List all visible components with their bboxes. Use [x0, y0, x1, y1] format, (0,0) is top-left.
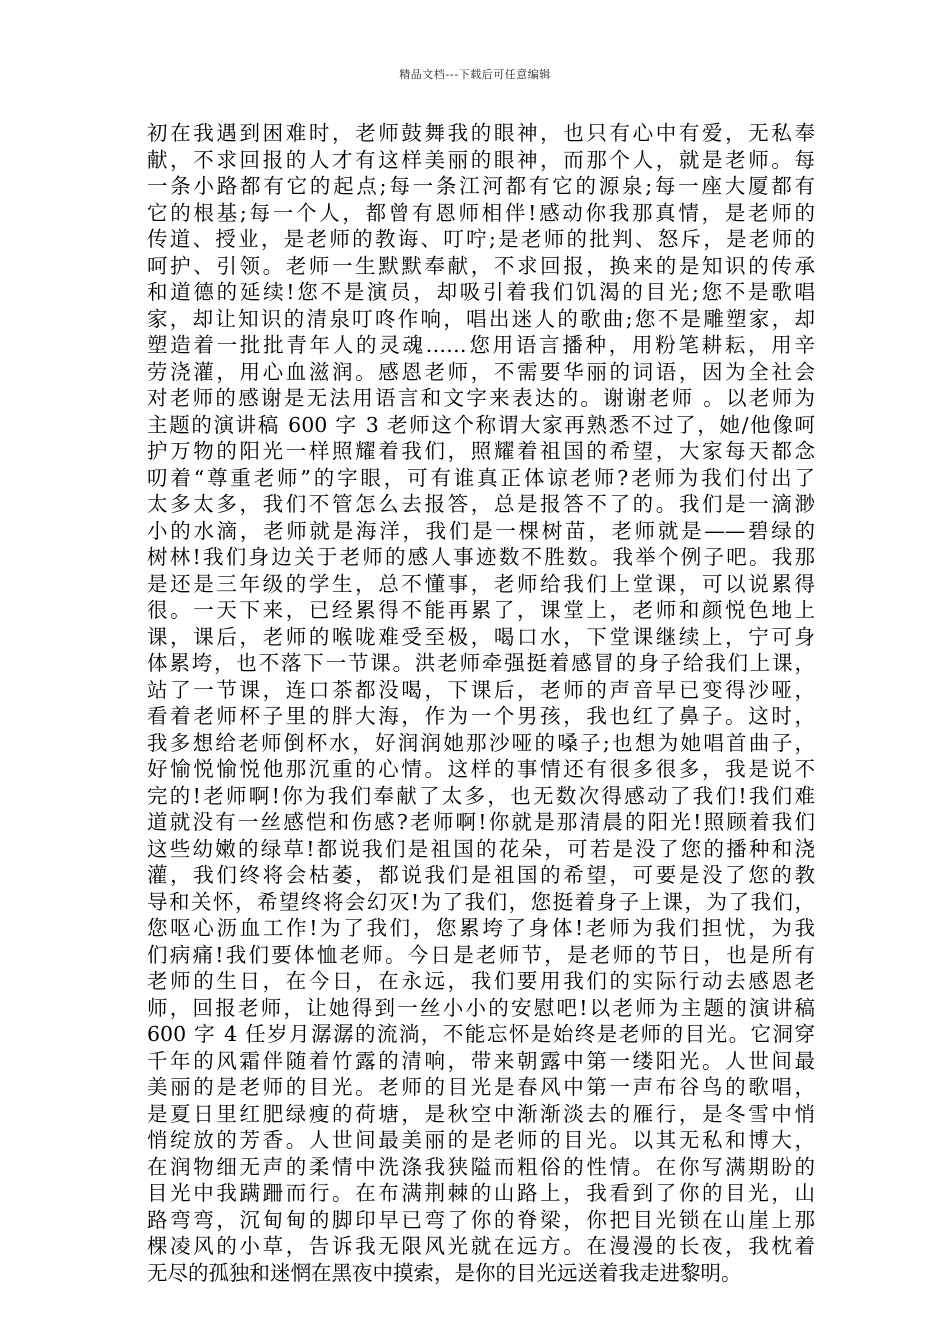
text-line: 很。一天下来，已经累得不能再累了，课堂上，老师和颜悦色地上 — [147, 598, 815, 622]
document-body — [147, 120, 815, 1286]
text-line: 献，不求回报的人才有这样美丽的眼神，而那个人，就是老师。每 — [147, 147, 815, 172]
text-line: 一条小路都有它的起点;每一条江河都有它的源泉;每一座大厦都有 — [147, 174, 815, 198]
text-line: 灌，我们终将会枯萎，都说我们是祖国的希望，可要是没了您的教 — [147, 863, 815, 887]
text-line: 站了一节课，连口茶都没喝，下课后，老师的声音早已变得沙哑， — [147, 677, 815, 702]
text-line: 传道、授业，是老师的教诲、叮咛;是老师的批判、怒斥，是老师的 — [147, 227, 815, 251]
text-line: 完的!老师啊!你为我们奉献了太多，也无数次得感动了我们!我们难 — [147, 783, 815, 808]
text-line: 在润物细无声的柔情中洗涤我狭隘而粗俗的性情。在你写满期盼的 — [147, 1154, 815, 1179]
text-line: 600 字 4 任岁月潺潺的流淌，不能忘怀是始终是老师的目光。它洞穿 — [147, 1022, 815, 1046]
text-line: 劳浇灌，用心血滋润。感恩老师，不需要华丽的词语，因为全社会 — [147, 359, 815, 384]
text-line: 导和关怀，希望终将会幻灭!为了我们，您挺着身子上课，为了我们， — [147, 889, 815, 914]
text-line: 树林!我们身边关于老师的感人事迹数不胜数。我举个例子吧。我那 — [147, 545, 815, 569]
text-line: 塑造着一批批青年人的灵魂……您用语言播种，用粉笔耕耘，用辛 — [147, 333, 815, 357]
text-line: 对老师的感谢是无法用语言和文字来表达的。谢谢老师 。以老师为 — [147, 386, 815, 410]
text-line: 路弯弯，沉甸甸的脚印早已弯了你的脊梁，你把目光锁在山崖上那 — [147, 1207, 815, 1232]
text-line: 小的水滴，老师就是海洋，我们是一棵树苗，老师就是——碧绿的 — [147, 518, 815, 543]
text-line: 课，课后，老师的喉咙难受至极，喝口水，下堂课继续上，宁可身 — [147, 624, 815, 649]
text-line: 叨着“尊重老师”的字眼，可有谁真正体谅老师?老师为我们付出了 — [147, 465, 815, 490]
text-line: 道就没有一丝感恺和伤感?老师啊!你就是那清晨的阳光!照顾着我们 — [147, 810, 815, 834]
text-line: 美丽的是老师的目光。老师的目光是春风中第一声布谷鸟的歌唱， — [147, 1075, 815, 1099]
text-line: 师，回报老师，让她得到一丝小小的安慰吧!以老师为主题的演讲稿 — [147, 995, 815, 1020]
text-line: 呵护、引领。老师一生默默奉献，不求回报，换来的是知识的传承 — [147, 253, 815, 278]
text-line: 它的根基;每一个人，都曾有恩师相伴!感动你我那真情，是老师的 — [147, 200, 815, 225]
text-line: 护万物的阳光一样照耀着我们，照耀着祖国的希望，大家每天都念 — [147, 439, 815, 463]
text-line: 目光中我蹒跚而行。在布满荆棘的山路上，我看到了你的目光，山 — [147, 1181, 815, 1205]
text-line: 悄绽放的芳香。人世间最美丽的是老师的目光。以其无私和博大， — [147, 1128, 815, 1152]
text-line: 是还是三年级的学生，总不懂事，老师给我们上堂课，可以说累得 — [147, 571, 815, 596]
text-line: 和道德的延续!您不是演员，却吸引着我们饥渴的目光;您不是歌唱 — [147, 280, 815, 304]
text-line: 家，却让知识的清泉叮咚作响，唱出迷人的歌曲;您不是雕塑家，却 — [147, 306, 815, 331]
text-line: 初在我遇到困难时，老师鼓舞我的眼神，也只有心中有爱，无私奉 — [147, 121, 815, 145]
text-line: 您呕心沥血工作!为了我们，您累垮了身体!老师为我们担忧，为我 — [147, 916, 815, 940]
text-line: 看着老师杯子里的胖大海，作为一个男孩，我也红了鼻子。这时， — [147, 704, 815, 728]
text-line: 棵凌风的小草，告诉我无限风光就在远方。在漫漫的长夜，我枕着 — [147, 1234, 815, 1258]
text-line: 这些幼嫩的绿草!都说我们是祖国的花朵，可若是没了您的播种和浇 — [147, 836, 815, 861]
page-header: 精品文档---下载后可任意编辑 — [399, 68, 551, 81]
text-line: 是夏日里红肥绿瘦的荷塘，是秋空中渐渐淡去的雁行，是冬雪中悄 — [147, 1101, 815, 1126]
text-line: 无尽的孤独和迷惘在黑夜中摸索，是你的目光远送着我走进黎明。 — [147, 1260, 742, 1285]
text-line: 好愉悦愉悦他那沉重的心情。这样的事情还有很多很多，我是说不 — [147, 757, 815, 781]
text-line: 主题的演讲稿 600 字 3 老师这个称谓大家再熟悉不过了，她/他像呵 — [147, 412, 815, 437]
text-line: 千年的风霜伴随着竹露的清响，带来朝露中第一缕阳光。人世间最 — [147, 1048, 815, 1073]
text-line: 们病痛!我们要体恤老师。今日是老师节，是老师的节日，也是所有 — [147, 942, 815, 967]
text-line: 老师的生日，在今日，在永远，我们要用我们的实际行动去感恩老 — [147, 969, 815, 993]
text-line: 我多想给老师倒杯水，好润润她那沙哑的嗓子;也想为她唱首曲子， — [147, 730, 815, 755]
text-line: 体累垮，也不落下一节课。洪老师牵强挺着感冒的身子给我们上课， — [147, 651, 815, 675]
text-line: 太多太多，我们不管怎么去报答，总是报答不了的。我们是一滴渺 — [147, 492, 815, 516]
